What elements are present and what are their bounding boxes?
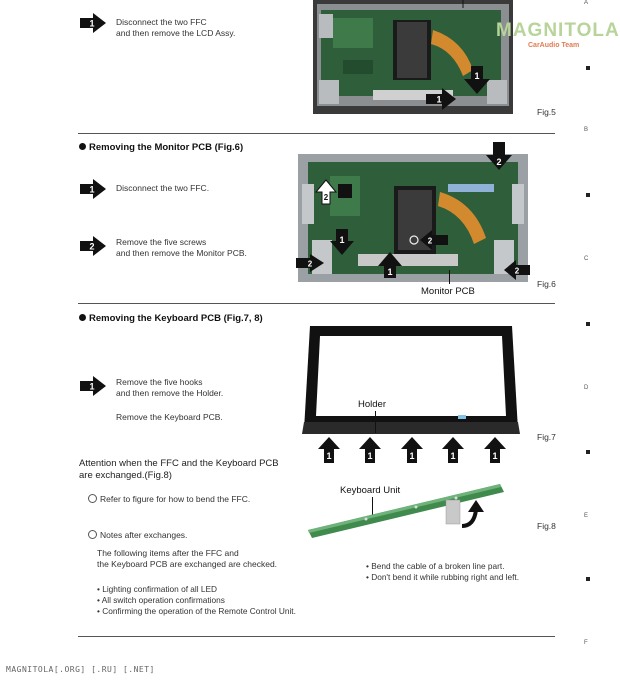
- fig6-screw-arrow-icon: [486, 142, 512, 170]
- refer-note: Refer to figure for how to bend the FFC.: [88, 494, 250, 505]
- bullet-dot-icon: [79, 143, 86, 150]
- fig7-holder-frame: [300, 322, 522, 440]
- margin-mark: [586, 450, 590, 454]
- margin-letter-d: D: [584, 385, 589, 391]
- section3-step1-extra: Remove the Keyboard PCB.: [116, 412, 223, 422]
- circle-bullet-icon: [88, 494, 97, 503]
- circle-bullet-icon: [88, 530, 97, 539]
- section3-heading: Removing the Keyboard PCB (Fig.7, 8): [79, 313, 263, 324]
- callout-leader-line: [449, 270, 450, 284]
- fig6-monitor-pcb-photo: [298, 154, 528, 282]
- svg-text:2: 2: [496, 157, 502, 167]
- section3-step1-text: Remove the five hooks and then remove the Holder.: [116, 377, 224, 398]
- fig6-ffc-arrow-icon: [378, 252, 402, 278]
- step-1-arrow-icon: [80, 376, 106, 396]
- fig6-screw-arrow-icon: [420, 230, 448, 250]
- svg-text:1: 1: [89, 18, 95, 29]
- fig6-screw-arrow-icon: [504, 260, 530, 280]
- keyboard-unit-callout: Keyboard Unit: [340, 485, 401, 496]
- svg-text:1: 1: [89, 184, 95, 195]
- svg-text:1: 1: [387, 267, 393, 277]
- fig5-right-arrow-icon: [426, 88, 456, 110]
- svg-text:2: 2: [323, 193, 329, 202]
- margin-letter-f: F: [584, 640, 588, 646]
- monitor-pcb-callout: Monitor PCB: [421, 286, 475, 297]
- margin-mark: [586, 193, 590, 197]
- bend-notes: [366, 561, 519, 583]
- section2-step2-text: Remove the five screws and then remove the Monitor PCB.: [116, 237, 247, 258]
- bullet-dot-icon: [79, 314, 86, 321]
- fig7-label: Fig.7: [537, 432, 556, 442]
- fig6-screw-arrow-icon: [296, 254, 324, 272]
- section2-step1-text: Disconnect the two FFC.: [116, 183, 210, 193]
- step-1-arrow-icon: [80, 179, 106, 199]
- margin-mark: [586, 577, 590, 581]
- svg-text:1: 1: [326, 451, 332, 461]
- svg-text:2: 2: [307, 259, 313, 269]
- svg-text:2: 2: [514, 266, 520, 276]
- fig6-screw-arrow-icon: [316, 180, 336, 204]
- following-text: The following items after the FFC and the Keyboard PCB are exchanged are checked.: [97, 548, 278, 569]
- svg-text:2: 2: [89, 241, 95, 252]
- svg-text:1: 1: [89, 381, 95, 392]
- margin-mark: [586, 322, 590, 326]
- svg-text:2: 2: [427, 236, 433, 246]
- section-divider: [78, 303, 555, 304]
- footer-watermark: MAGNITOLA[.ORG] [.RU] [.NET]: [6, 665, 155, 674]
- fig6-ffc-arrow-icon: [330, 229, 354, 255]
- check-list: [97, 584, 296, 617]
- holder-callout: Holder: [358, 399, 386, 410]
- bend-direction-arrow-icon: [456, 500, 486, 530]
- fig6-label: Fig.6: [537, 279, 556, 289]
- check-item: • Confirming the operation of the Remote Control Unit.: [97, 606, 296, 616]
- fig5-down-arrow-icon: [464, 66, 490, 94]
- margin-mark: [586, 66, 590, 70]
- fig7-hook-arrow-icon: [401, 437, 423, 463]
- step-2-arrow-icon: [80, 236, 106, 256]
- callout-leader-line: [375, 411, 376, 433]
- svg-text:1: 1: [367, 451, 373, 461]
- svg-text:1: 1: [436, 94, 442, 105]
- bend-note-item: • Don't bend it while rubbing right and left.: [366, 572, 520, 582]
- section1-step1-text: Disconnect the two FFC and then remove the LCD Assy.: [116, 17, 236, 38]
- fig5-lcd-assy-photo: [313, 0, 513, 114]
- bend-note-item: • Bend the cable of a broken line part.: [366, 561, 505, 571]
- fig7-hook-arrow-icon: [318, 437, 340, 463]
- notes-heading: Notes after exchanges.: [88, 530, 187, 541]
- section-divider: [78, 636, 555, 637]
- check-item: • Lighting confirmation of all LED: [97, 584, 218, 594]
- margin-letter-a: A: [584, 0, 589, 6]
- section-divider: [78, 133, 555, 134]
- margin-letter-c: C: [584, 256, 589, 262]
- svg-text:1: 1: [492, 451, 498, 461]
- svg-text:1: 1: [409, 451, 415, 461]
- watermark-sub: CarAudio Team: [528, 42, 580, 49]
- svg-text:1: 1: [450, 451, 456, 461]
- svg-text:1: 1: [474, 71, 480, 81]
- fig5-label: Fig.5: [537, 107, 556, 117]
- margin-letter-e: E: [584, 513, 589, 519]
- step-1-arrow-icon: [80, 13, 106, 33]
- fig8-label: Fig.8: [537, 521, 556, 531]
- fig7-hook-arrow-icon: [359, 437, 381, 463]
- fig7-hook-arrow-icon: [442, 437, 464, 463]
- attention-heading: Attention when the FFC and the Keyboard PCB are exchanged.(Fig.8): [79, 458, 279, 481]
- section2-heading: Removing the Monitor PCB (Fig.6): [79, 142, 243, 153]
- fig7-hook-arrow-icon: [484, 437, 506, 463]
- watermark-brand: MAGNITOLA: [496, 20, 620, 41]
- check-item: • All switch operation confirmations: [97, 595, 225, 605]
- svg-text:1: 1: [339, 235, 345, 245]
- margin-letter-b: B: [584, 127, 589, 133]
